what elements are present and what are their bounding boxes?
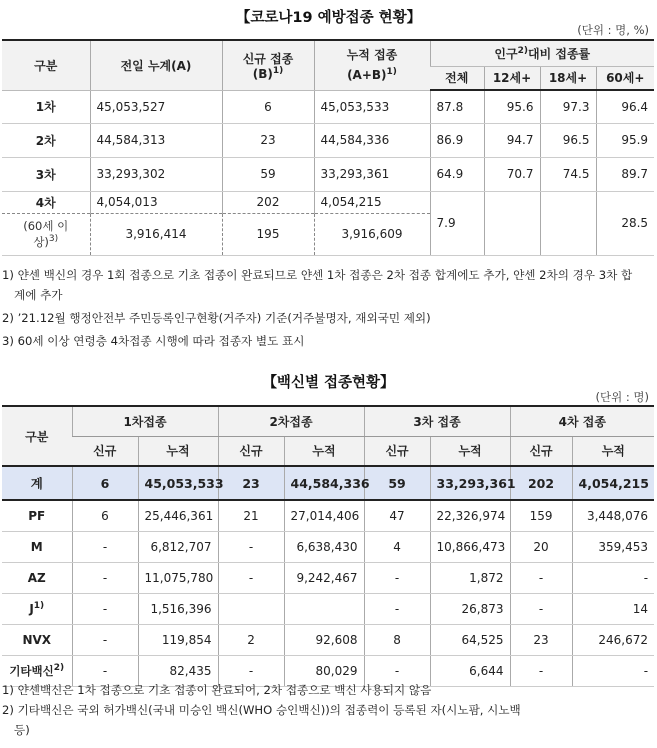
table-row-total: 계 6 45,053,533 23 44,584,336 59 33,293,361 202 4,054,215: [2, 466, 654, 500]
vaccine-type-table: [2, 405, 654, 687]
section2-title: 【백신별 접종현황】: [262, 375, 395, 391]
header-cum: 누적: [572, 436, 654, 466]
header-cum: 누적: [430, 436, 510, 466]
note: 등): [14, 723, 30, 737]
sub-row-label: (60세 이 상)$^{3)}$: [2, 213, 90, 255]
table-row-sub: (60세 이 상)$^{3)}$ 3,916,414 195 3,916,609: [2, 213, 654, 255]
table-row: NVX - 119,854 2 92,608 8 64,525 23 246,672: [2, 624, 654, 655]
header-cum: 누적: [138, 436, 218, 466]
table-row: PF 6 25,446,361 21 27,014,406 47 22,326,974 159 3,448,076: [2, 500, 654, 531]
note: 2) ’21.12월 행정안전부 주민등록인구현황(거주자) 기준(거주불명자, 재외국민 제외): [2, 311, 431, 325]
header-rate-total: 전체: [430, 66, 484, 90]
header-new: 신규: [72, 436, 138, 466]
table-row: 2차 44,584,313 23 44,584,336 86.9 94.7 96.5 95.9: [2, 123, 654, 157]
header-category: 구분: [2, 40, 90, 90]
table-row: M - 6,812,707 - 6,638,430 4 10,866,473 20 359,453: [2, 531, 654, 562]
header-cum: 누적: [284, 436, 364, 466]
header-dose2: 2차접종: [218, 406, 364, 436]
table-row: AZ - 11,075,780 - 9,242,467 - 1,872 - -: [2, 562, 654, 593]
table-row: 3차 33,293,302 59 33,293,361 64.9 70.7 74.5 89.7: [2, 157, 654, 191]
table-row: $J^{1)}$ - 1,516,396 - 26,873 - 14: [2, 593, 654, 624]
header-rate-60: 60세+: [596, 66, 654, 90]
header-new: 신규: [510, 436, 572, 466]
header-new-vaccinated: 신규 접종$(B)^{1)}$: [222, 40, 314, 90]
vaccination-status-table: [2, 39, 654, 256]
section1-notes: [2, 265, 652, 351]
note: 3) 60세 이상 연령층 4차접종 시행에 따라 접종자 별도 표시: [2, 334, 305, 348]
note: 1) 얀센 백신의 경우 1회 접종으로 기초 접종이 완료되므로 얀센 1차 접종은 2차 접종 합계에도 추가, 얀센 2차의 경우 3차 합: [2, 268, 633, 282]
header-pop-rate: 인구$^{2)}$대비 접종률: [430, 40, 654, 66]
header-dose4: 4차 접종: [510, 406, 654, 436]
table-row: 기타백신$^{2)}$ - 82,435 - 80,029 - 6,644 - -: [2, 655, 654, 686]
header-rate-12: 12세+: [484, 66, 540, 90]
table-row: 1차 45,053,527 6 45,053,533 87.8 95.6 97.3 96.4: [2, 90, 654, 123]
section2-notes: [2, 680, 652, 740]
note: 계에 추가: [14, 288, 63, 302]
section2-unit: (단위 : 명): [595, 390, 649, 404]
header-category: 구분: [2, 406, 72, 466]
header-prev-total: 전일 누계(A): [90, 40, 222, 90]
header-new: 신규: [218, 436, 284, 466]
header-dose3: 3차 접종: [364, 406, 510, 436]
header-rate-18: 18세+: [540, 66, 596, 90]
table-row: 4차 4,054,013 202 4,054,215 7.9 28.5: [2, 191, 654, 213]
header-new: 신규: [364, 436, 430, 466]
section1-unit: (단위 : 명, %): [577, 23, 649, 37]
section1-title: 【코로나19 예방접종 현황】: [235, 10, 422, 26]
header-cumulative: 누적 접종 $(A+B)^{1)}$: [314, 40, 430, 90]
header-dose1: 1차접종: [72, 406, 218, 436]
note: 2) 기타백신은 국외 허가백신(국내 미승인 백신(WHO 승인백신))의 접종력이 등록된 자(시노팜, 시노백: [2, 703, 521, 717]
note: 1) 얀센백신은 1차 접종으로 기초 접종이 완료되어, 2차 접종으로 백신 사용되지 않음: [2, 683, 432, 697]
